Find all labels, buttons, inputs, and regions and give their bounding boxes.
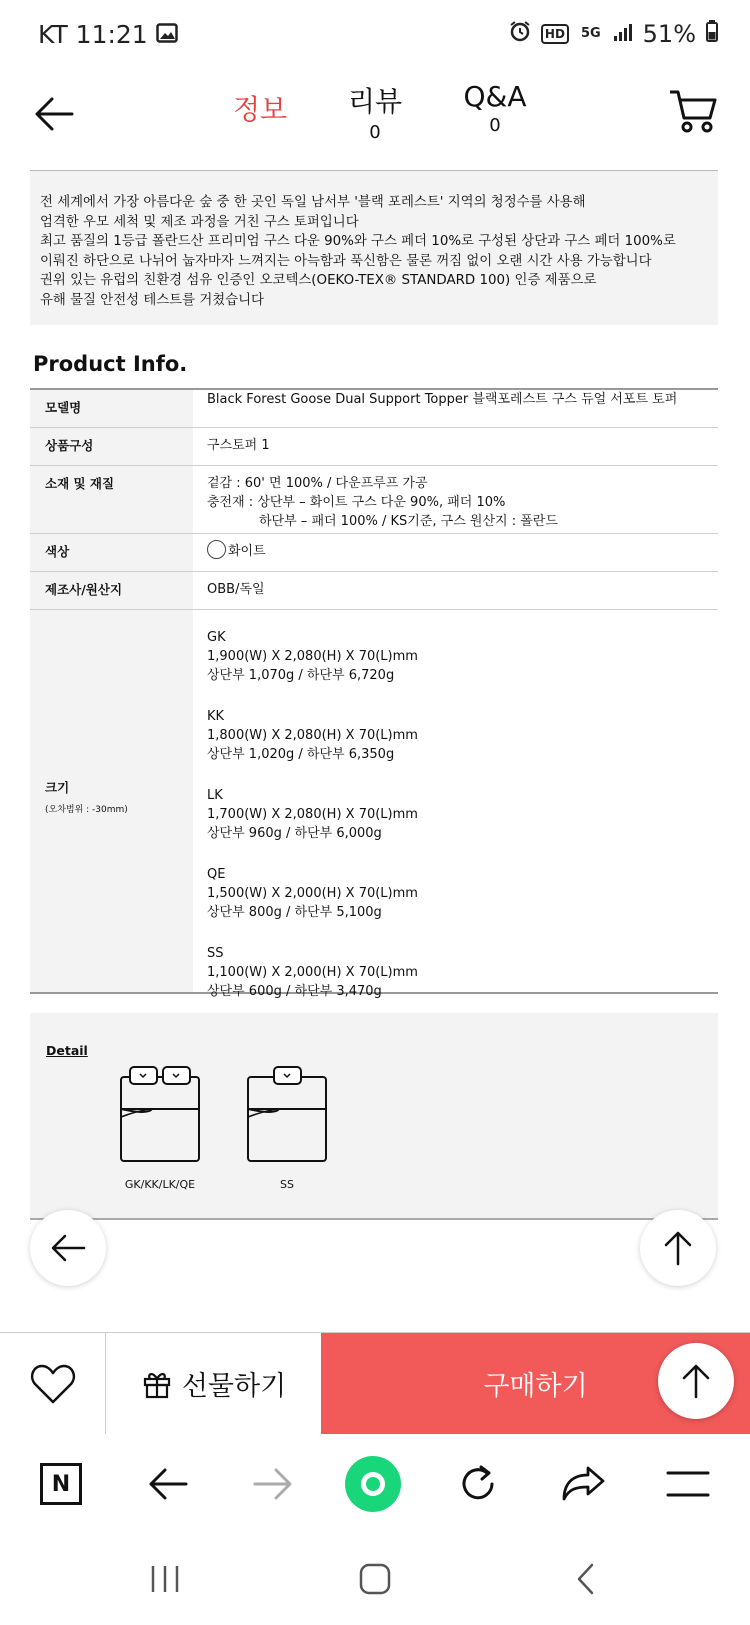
size-weight: 상단부 800g / 하단부 5,100g <box>207 905 382 920</box>
tab-qa[interactable] <box>455 80 535 136</box>
gallery-icon <box>156 20 178 49</box>
color-value: 화이트 <box>228 544 266 559</box>
hd-badge: HD <box>541 24 569 44</box>
wishlist-button[interactable] <box>0 1333 106 1434</box>
size-name: KK <box>207 709 225 724</box>
row-label: 상품구성 <box>30 428 193 465</box>
purchase-bar <box>0 1332 750 1434</box>
naver-home-button[interactable] <box>33 1456 89 1512</box>
arrow-left-icon <box>148 1467 188 1501</box>
detail-section <box>30 1013 718 1220</box>
naver-n-icon <box>40 1463 82 1505</box>
detail-title: Detail <box>46 1043 88 1058</box>
browser-menu-button[interactable] <box>660 1456 716 1512</box>
cart-button[interactable] <box>668 88 718 134</box>
intro-line: 이뤄진 하단으로 나뉘어 눕자마자 느껴지는 아늑함과 푹신함은 물론 꺼짐 없이 오랜 시간 사용 가능합니다 <box>40 253 652 269</box>
arrow-left-icon <box>50 1233 86 1263</box>
table-row-maker <box>30 572 718 610</box>
size-item <box>207 707 718 764</box>
browser-toolbar <box>0 1434 750 1534</box>
size-dims: 1,500(W) X 2,000(H) X 70(L)mm <box>207 886 418 901</box>
color-swatch-white[interactable] <box>207 540 226 559</box>
home-icon <box>358 1562 392 1596</box>
bed-caption: SS <box>280 1178 294 1191</box>
size-dims: 1,700(W) X 2,080(H) X 70(L)mm <box>207 807 418 822</box>
row-value: Black Forest Goose Dual Support Topper 블랙포레스트 구스 듀얼 서포트 토퍼 <box>207 392 678 407</box>
tab-info-label: 정보 <box>232 93 288 126</box>
tab-review[interactable] <box>340 80 410 143</box>
scroll-top-button[interactable] <box>640 1210 716 1286</box>
intro-line: 엄격한 우모 세척 및 제조 과정을 거친 구스 토퍼입니다 <box>40 214 359 230</box>
tab-review-count: 0 <box>369 122 381 143</box>
floating-back-button[interactable] <box>30 1210 106 1286</box>
green-dot-icon <box>345 1456 401 1512</box>
battery-icon <box>706 20 718 48</box>
size-item <box>207 786 718 843</box>
tab-review-label: 리뷰 <box>347 85 403 118</box>
signal-icon <box>613 20 633 48</box>
size-weight: 상단부 960g / 하단부 6,000g <box>207 826 382 841</box>
recent-apps-icon <box>149 1564 181 1594</box>
arrow-up-icon <box>663 1230 693 1266</box>
size-weight: 상단부 600g / 하단부 3,470g <box>207 984 382 999</box>
size-name: SS <box>207 946 224 961</box>
system-navigation-bar <box>0 1534 750 1625</box>
tab-qa-count: 0 <box>489 115 501 136</box>
double-bed-icon <box>118 1063 202 1167</box>
tab-info[interactable] <box>230 88 290 128</box>
chevron-left-icon <box>574 1562 596 1596</box>
arrow-up-icon <box>681 1363 711 1399</box>
product-header <box>0 70 750 165</box>
cart-icon <box>668 88 718 134</box>
size-dims: 1,800(W) X 2,080(H) X 70(L)mm <box>207 728 418 743</box>
table-row-size <box>30 610 718 999</box>
table-row-material <box>30 466 718 534</box>
intro-text-box <box>30 170 718 325</box>
recent-apps-button[interactable] <box>140 1554 190 1604</box>
row-label: 색상 <box>30 534 193 571</box>
size-item <box>207 865 718 922</box>
size-item <box>207 944 718 1001</box>
network-badge: 5G <box>580 26 601 41</box>
browser-back-button[interactable] <box>140 1456 196 1512</box>
gift-icon <box>142 1369 172 1399</box>
single-bed-icon <box>245 1063 329 1167</box>
system-back-button[interactable] <box>560 1554 610 1604</box>
product-info-title: Product Info. <box>33 352 188 376</box>
share-button[interactable] <box>555 1456 611 1512</box>
arrow-left-icon <box>30 90 78 138</box>
size-item <box>207 628 718 685</box>
home-button[interactable] <box>350 1554 400 1604</box>
bed-caption: GK/KK/LK/QE <box>124 1178 196 1191</box>
green-dot-button[interactable] <box>345 1456 401 1512</box>
share-icon <box>561 1465 605 1503</box>
row-label: 크기 <box>45 780 70 795</box>
status-bar <box>0 0 750 70</box>
status-left <box>38 20 178 49</box>
size-tolerance: (오차범위 : -30mm) <box>45 805 128 815</box>
intro-line: 최고 품질의 1등급 폴란드산 프리미엄 구스 다운 90%와 구스 페더 10%로 구성된 상단과 구스 페더 100%로 <box>40 234 676 249</box>
buy-bar-scroll-top-button[interactable] <box>658 1343 734 1419</box>
alarm-icon <box>509 20 531 48</box>
arrow-right-icon <box>253 1467 293 1501</box>
refresh-icon <box>457 1463 499 1505</box>
material-line: 충전재 : 상단부 – 화이트 구스 다운 90%, 패더 10% <box>207 495 506 510</box>
buy-label: 구매하기 <box>483 1371 588 1402</box>
row-label: 소재 및 재질 <box>30 466 193 533</box>
hamburger-icon <box>666 1469 710 1499</box>
size-name: GK <box>207 630 226 645</box>
intro-line: 권위 있는 유럽의 친환경 섬유 인증인 오코텍스(OEKO-TEX® STANDARD 100) 인증 제품으로 <box>40 273 597 288</box>
row-label: 제조사/원산지 <box>30 572 193 609</box>
size-weight: 상단부 1,020g / 하단부 6,350g <box>207 747 395 762</box>
size-dims: 1,100(W) X 2,000(H) X 70(L)mm <box>207 965 418 980</box>
refresh-button[interactable] <box>450 1456 506 1512</box>
gift-label: 선물하기 <box>181 1371 287 1402</box>
row-value: 구스토퍼 1 <box>207 438 270 453</box>
intro-line: 유해 물질 안전성 테스트를 거쳤습니다 <box>40 292 264 308</box>
status-right <box>509 20 718 48</box>
carrier-time: KT 11:21 <box>38 20 148 49</box>
battery-text: 51% <box>642 20 696 48</box>
row-label: 모델명 <box>30 390 193 427</box>
browser-forward-button[interactable] <box>245 1456 301 1512</box>
gift-button[interactable] <box>107 1333 321 1434</box>
intro-line: 전 세계에서 가장 아름다운 숲 중 한 곳인 독일 남서부 '블랙 포레스트' 지역의 청정수를 사용해 <box>40 195 586 210</box>
size-weight: 상단부 1,070g / 하단부 6,720g <box>207 668 395 683</box>
size-name: QE <box>207 867 226 882</box>
size-name: LK <box>207 788 223 803</box>
back-button[interactable] <box>30 90 78 138</box>
table-row-composition <box>30 428 718 466</box>
table-row-color <box>30 534 718 572</box>
material-line: 겉감 : 60' 면 100% / 다운프루프 가공 <box>207 476 428 491</box>
table-row-model <box>30 390 718 428</box>
row-value: OBB/독일 <box>207 582 265 597</box>
size-dims: 1,900(W) X 2,080(H) X 70(L)mm <box>207 649 418 664</box>
material-line: 하단부 – 패더 100% / KS기준, 구스 원산지 : 폴란드 <box>259 514 558 529</box>
tab-qa-label: Q&A <box>463 80 527 113</box>
heart-icon <box>30 1363 76 1405</box>
product-info-table <box>30 388 718 999</box>
naver-n-label: N <box>51 1471 71 1497</box>
